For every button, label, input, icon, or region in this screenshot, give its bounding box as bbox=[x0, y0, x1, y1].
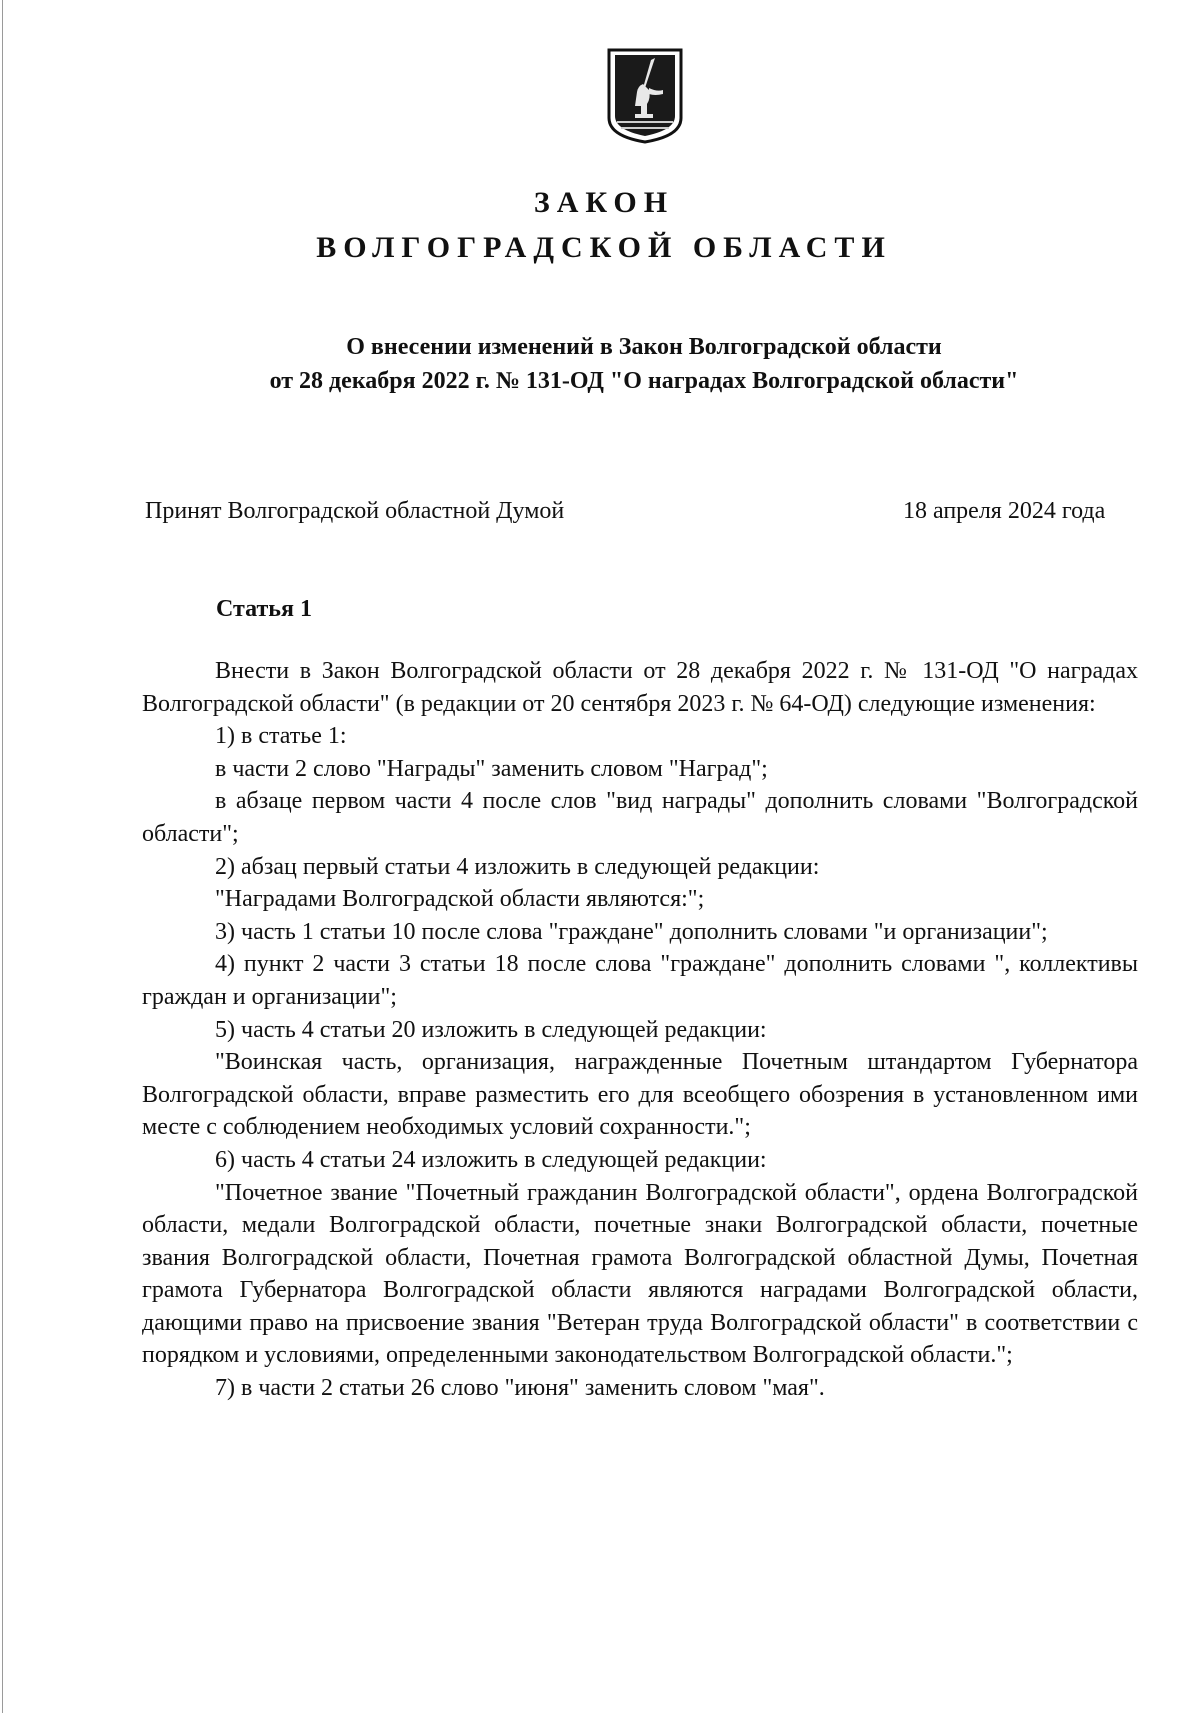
paragraph: 5) часть 4 статьи 20 изложить в следующей редакции: bbox=[215, 1016, 767, 1043]
paragraph: 3) часть 1 статьи 10 после слова "граждане" дополнить словами "и организации"; bbox=[215, 918, 1048, 945]
paragraph: 6) часть 4 статьи 24 изложить в следующей редакции: bbox=[215, 1146, 767, 1173]
paragraph: 2) абзац первый статьи 4 изложить в следующей редакции: bbox=[215, 853, 820, 880]
paragraph: в абзаце первом части 4 после слов "вид награды" дополнить словами "Волгоградской области"; bbox=[142, 788, 1138, 847]
paragraph: "Наградами Волгоградской области являются:"; bbox=[215, 886, 705, 913]
paragraph: 1) в статье 1: bbox=[215, 723, 347, 750]
law-title: ЗАКОН bbox=[533, 186, 675, 219]
paragraph: в части 2 слово "Награды" заменить словом "Наград"; bbox=[215, 755, 768, 782]
law-subject-line-2: от 28 декабря 2022 г. № 131-ОД "О наградах Волгоградской области" bbox=[269, 368, 1019, 394]
volgograd-coat-of-arms-icon bbox=[605, 44, 685, 144]
law-subject-line-1: О внесении изменений в Закон Волгоградской области bbox=[346, 334, 942, 360]
paragraph: "Воинская часть, организация, награжденные Почетным штандартом Губернатора Волгоградской области, вправе разместить его для всеобщего обозрения в установленном ими месте с соблюдением необходимых условий сохранности."; bbox=[142, 1049, 1138, 1141]
paragraph: Внести в Закон Волгоградской области от 28 декабря 2022 г. № 131-ОД "О наградах Волгоградской области" (в редакции от 20 сентября 2023 г. № 64-ОД) следующие изменения: bbox=[142, 658, 1138, 717]
adoption-date: 18 апреля 2024 года bbox=[903, 498, 1106, 524]
law-region: ВОЛГОГРАДСКОЙ ОБЛАСТИ bbox=[316, 231, 892, 264]
paragraph: 4) пункт 2 части 3 статьи 18 после слова "граждане" дополнить словами ", коллективы граждан и организации"; bbox=[142, 951, 1138, 1010]
article-heading: Статья 1 bbox=[216, 596, 312, 622]
article-body bbox=[142, 655, 1138, 1405]
paragraph: 7) в части 2 статьи 26 слово "июня" заменить словом "мая". bbox=[215, 1375, 825, 1402]
adopted-by: Принят Волгоградской областной Думой bbox=[145, 498, 565, 524]
paragraph: "Почетное звание "Почетный гражданин Волгоградской области", ордена Волгоградской области, медали Волгоградской области, почетные знаки Волгоградской области, почетные звания Волгоградской области, Почетная грамота Волгоградской областной Думы, Почетная грамота Губернатора Волгоградской области являются наградами Волгоградской области, дающими право на присвоение звания "Ветеран труда Волгоградской области" в соответствии с порядком и условиями, определенными законодательством Волгоградской области."; bbox=[142, 1179, 1138, 1369]
